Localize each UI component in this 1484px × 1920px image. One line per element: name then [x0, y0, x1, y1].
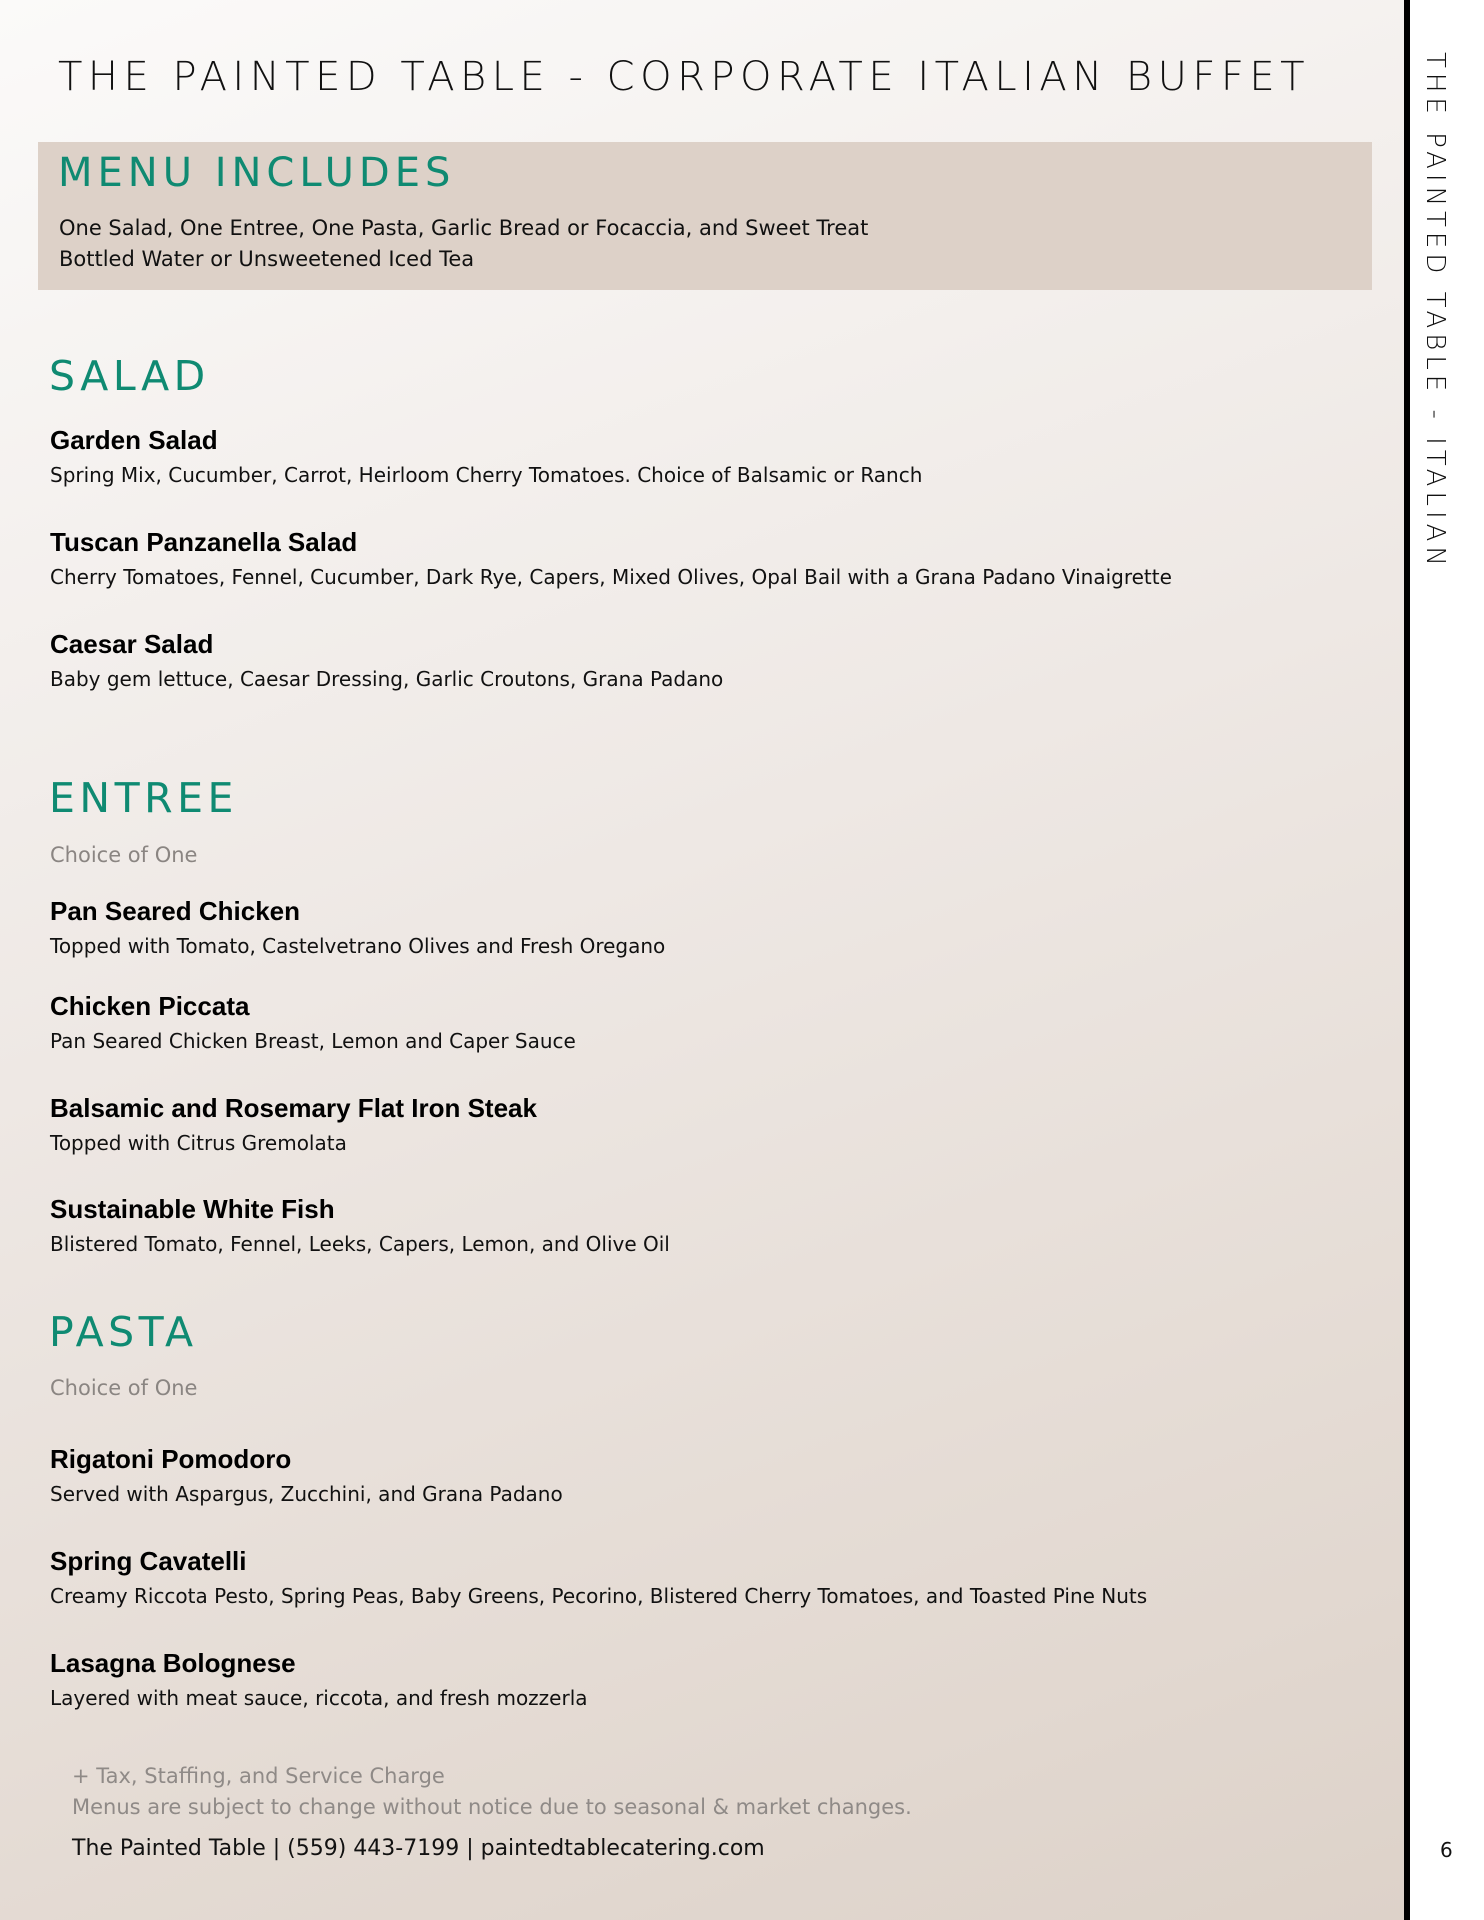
footer-note: Menus are subject to change without notice due to seasonal & market changes.: [72, 1795, 912, 1819]
entree-item-description: Blistered Tomato, Fennel, Leeks, Capers, Lemon, and Olive Oil: [50, 1232, 670, 1256]
salad-item-name: Caesar Salad: [50, 629, 214, 659]
salad-item-description: Baby gem lettuce, Caesar Dressing, Garlic Croutons, Grana Padano: [50, 667, 724, 691]
menu-includes-line: One Salad, One Entree, One Pasta, Garlic Bread or Focaccia, and Sweet Treat: [59, 216, 869, 240]
pasta-item-description: Creamy Riccota Pesto, Spring Peas, Baby Greens, Pecorino, Blistered Cherry Tomatoes, and Toasted Pine Nuts: [50, 1584, 1148, 1608]
salad-heading: SALAD: [49, 352, 210, 400]
entree-subtitle: Choice of One: [50, 843, 198, 867]
pasta-item-name: Spring Cavatelli: [50, 1546, 247, 1576]
menu-includes-box: [38, 142, 1372, 290]
menu-includes-heading: MENU INCLUDES: [58, 150, 456, 196]
entree-item-name: Pan Seared Chicken: [50, 896, 300, 926]
pasta-item-name: Rigatoni Pomodoro: [50, 1444, 292, 1474]
pasta-item-name: Lasagna Bolognese: [50, 1648, 296, 1678]
pasta-heading: PASTA: [49, 1308, 198, 1356]
menu-includes-line: Bottled Water or Unsweetened Iced Tea: [59, 247, 475, 271]
pasta-item-description: Layered with meat sauce, riccota, and fresh mozzerla: [50, 1686, 588, 1710]
entree-heading: ENTREE: [49, 774, 238, 822]
salad-item-name: Garden Salad: [50, 425, 218, 455]
page-number: 6: [1440, 1838, 1453, 1862]
footer-contact: The Painted Table | (559) 443-7199 | paintedtablecatering.com: [72, 1836, 765, 1861]
entree-item-name: Sustainable White Fish: [50, 1194, 335, 1224]
entree-item-name: Balsamic and Rosemary Flat Iron Steak: [50, 1093, 537, 1123]
page-title: THE PAINTED TABLE - CORPORATE ITALIAN BUFFET: [58, 54, 1311, 100]
footer-note: + Tax, Staffing, and Service Charge: [72, 1764, 445, 1788]
pasta-subtitle: Choice of One: [50, 1376, 198, 1400]
entree-item-description: Topped with Citrus Gremolata: [50, 1131, 347, 1155]
side-divider: [1404, 0, 1410, 1920]
side-title: THE PAINTED TABLE - ITALIAN: [1420, 52, 1450, 571]
entree-item-name: Chicken Piccata: [50, 991, 250, 1021]
salad-item-description: Spring Mix, Cucumber, Carrot, Heirloom Cherry Tomatoes. Choice of Balsamic or Ranch: [50, 463, 923, 487]
salad-item-description: Cherry Tomatoes, Fennel, Cucumber, Dark Rye, Capers, Mixed Olives, Opal Bail with a Grana Padano Vinaigrette: [50, 565, 1172, 589]
entree-item-description: Topped with Tomato, Castelvetrano Olives and Fresh Oregano: [50, 934, 666, 958]
entree-item-description: Pan Seared Chicken Breast, Lemon and Caper Sauce: [50, 1029, 576, 1053]
salad-item-name: Tuscan Panzanella Salad: [50, 527, 358, 557]
pasta-item-description: Served with Aspargus, Zucchini, and Grana Padano: [50, 1482, 563, 1506]
